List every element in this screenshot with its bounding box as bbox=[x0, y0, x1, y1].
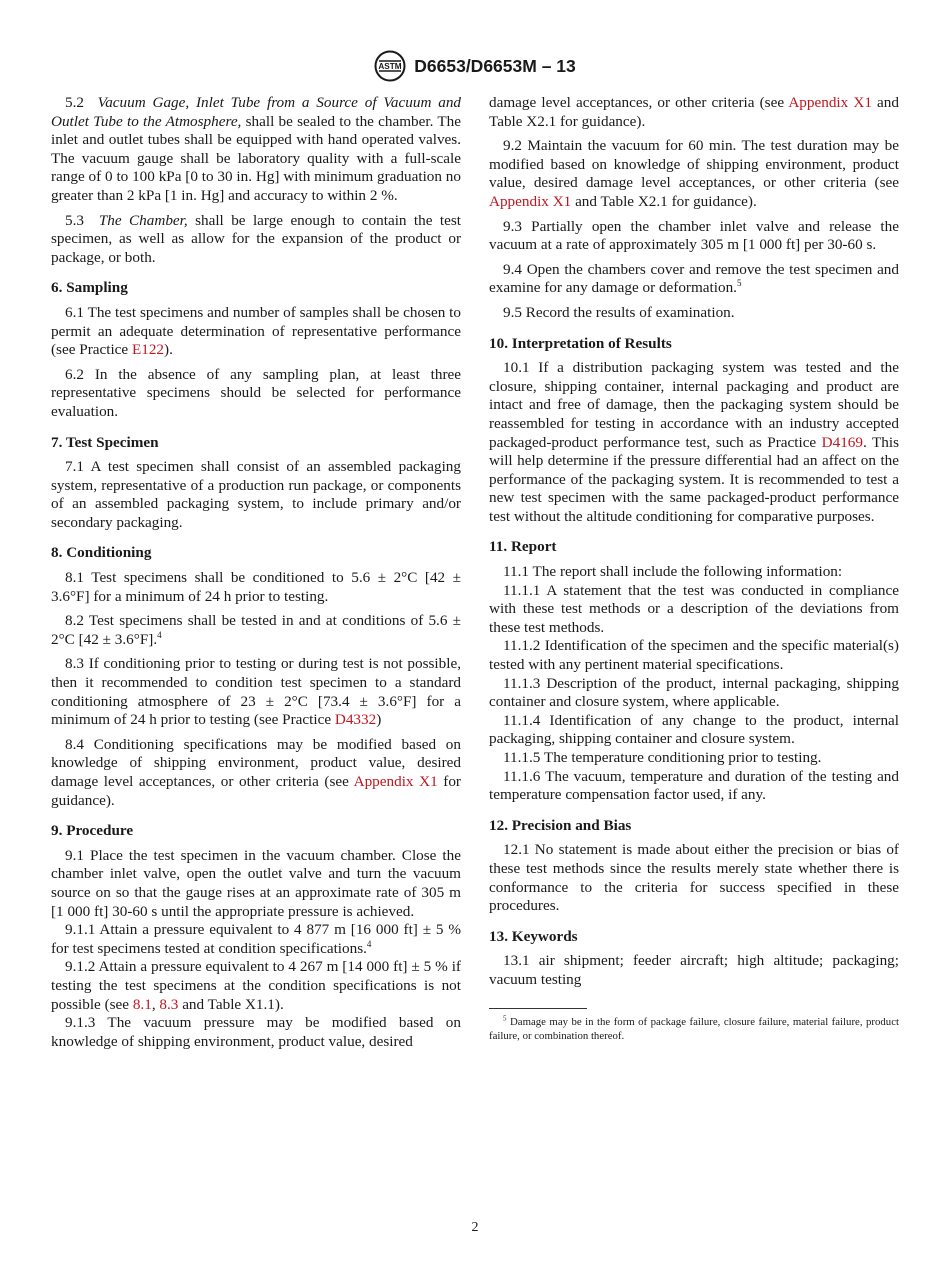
footnote-ref: 4 bbox=[157, 629, 162, 640]
right-column bbox=[489, 94, 899, 1043]
section-6-2: 6.2 In the absence of any sampling plan, at least three representative specimens should be selected for performance evaluation. bbox=[51, 365, 461, 420]
heading-precision-bias: 12. Precision and Bias bbox=[489, 816, 632, 834]
section-11-1-1: 11.1.1 A statement that the test was conducted in compliance with these test methods or a description of the deviations from these test methods. bbox=[489, 581, 899, 636]
section-8-4: 8.4 Conditioning specifications may be modified based on knowledge of shipping environment, product value, desired damage level acceptances, or other criteria (see Appendix X1 for guidance). bbox=[51, 735, 461, 809]
section-11-1-2: 11.1.2 Identification of the specimen and the specific material(s) tested with any pertinent material specifications. bbox=[489, 637, 899, 674]
section-7-1: 7.1 A test specimen shall consist of an assembled packaging system, representative of a production run package, or components of an assembled packaging system, to include primary and/or secondary packaging. bbox=[51, 458, 461, 531]
heading-conditioning: 8. Conditioning bbox=[51, 544, 152, 562]
section-9-4: 9.4 Open the chambers cover and remove the test specimen and examine for any damage or deformation.$^5$ bbox=[489, 260, 899, 297]
footnote-5: $^5$ Damage may be in the form of package failure, closure failure, material failure, product failure, or combination thereof. bbox=[489, 1013, 899, 1042]
astm-logo-icon bbox=[374, 50, 406, 82]
footnote-ref: 5 bbox=[736, 278, 742, 289]
heading-report: 11. Report bbox=[489, 538, 557, 556]
section-6-1: 6.1 The test specimens and number of samples shall be chosen to permit an adequate determination of representative performance (see Practice E122). bbox=[51, 303, 461, 359]
section-9-1-2: 9.1.2 Attain a pressure equivalent to 4 267 m [14 000 ft] ± 5 % if testing the test specimens at the condition specifications is not possible (see 8.1, 8.3 and Table X1.1). bbox=[51, 958, 461, 1013]
section-11-1-5: 11.1.5 The temperature conditioning prior to testing. bbox=[503, 749, 822, 766]
section-5-3: 5.3 The Chamber, shall be large enough to contain the test specimen, as well as allow for the expansion of the product or package, or both. bbox=[51, 211, 461, 266]
section-10-1: 10.1 If a distribution packaging system was tested and the closure, shipping container, internal packaging and product are intact and free of damage, then the packaging system should be reassembled for testing in accordance with an industry accepted packaged-product performance test, such as Practice D4169. This will help determine if the pressure differential had an affect on the performance of the packaging system. It is recommended to test a new test specimen with the same packaged-product performance test without the altitude conditioning for comparative purposes. bbox=[489, 359, 899, 525]
section-9-5: 9.5 Record the results of examination. bbox=[503, 303, 735, 321]
document-id: D6653/D6653M – 13 bbox=[414, 55, 576, 76]
section-12-1: 12.1 No statement is made about either the precision or bias of these test methods since the results merely state whether there is conformance to the criteria for success specified in these procedures. bbox=[489, 841, 899, 915]
ref-appendix-x1-link[interactable]: Appendix X1 bbox=[489, 192, 572, 210]
ref-8-3-link[interactable]: 8.3 bbox=[159, 995, 179, 1013]
section-8-1: 8.1 Test specimens shall be conditioned to 5.6 ± 2°C [42 ± 3.6°F] for a minimum of 24 h prior to testing. bbox=[51, 569, 461, 605]
ref-appendix-x1-link[interactable]: Appendix X1 bbox=[353, 773, 438, 790]
section-11-1-3: 11.1.3 Description of the product, internal packaging, shipping container and closure system, where applicable. bbox=[489, 674, 899, 711]
section-13-1: 13.1 air shipment; feeder aircraft; high altitude; packaging; vacuum testing bbox=[489, 952, 899, 988]
ref-appendix-x1-link[interactable]: Appendix X1 bbox=[788, 94, 872, 111]
page-header bbox=[0, 50, 950, 87]
section-9-1: 9.1 Place the test specimen in the vacuum chamber. Close the chamber inlet valve, open the outlet valve and turn the vacuum source on so that the gauge rises at an approximate rate of 305 m [1 000 ft] 30-60 s until the appropriate pressure is achieved. bbox=[51, 846, 461, 920]
logo-text: ASTM bbox=[378, 62, 402, 72]
ref-d4169-link[interactable]: D4169 bbox=[821, 433, 863, 451]
section-8-3: 8.3 If conditioning prior to testing or during test is not possible, then it recommended to condition test specimen to a standard conditioning atmosphere of 23 ± 2°C [73.4 ± 3.6°F] for a minimum of 24 h prior to testing (see Practice D4332) bbox=[51, 655, 461, 729]
ref-8-1-link[interactable]: 8.1 bbox=[132, 995, 152, 1013]
heading-test-specimen: 7. Test Specimen bbox=[51, 433, 159, 451]
heading-interpretation: 10. Interpretation of Results bbox=[489, 334, 672, 352]
section-11-1-6: 11.1.6 The vacuum, temperature and duration of the testing and temperature compensation factor used, if any. bbox=[489, 767, 899, 804]
section-9-3: 9.3 Partially open the chamber inlet valve and release the vacuum at a rate of approximately 305 m [1 000 ft] per 30-60 s. bbox=[489, 217, 899, 254]
section-8-2: 8.2 Test specimens shall be tested in and at conditions of 5.6 ± 2°C [42 ± 3.6°F].$^4$ bbox=[51, 612, 461, 648]
heading-procedure: 9. Procedure bbox=[51, 822, 134, 840]
ref-d4332-link[interactable]: D4332 bbox=[334, 711, 377, 729]
section-11-1: 11.1 The report shall include the following information: bbox=[503, 563, 843, 581]
heading-sampling: 6. Sampling bbox=[51, 279, 128, 297]
section-5-2: 5.2 Vacuum Gage, Inlet Tube from a Source of Vacuum and Outlet Tube to the Atmosphere, shall be sealed to the chamber. The inlet and outlet tubes shall be equipped with hand operated valves. The vacuum gauge shall be laboratory quality with a full-scale range of 0 to 100 kPa [0 to 30 in. Hg] with minimum graduation no greater than 2 kPa [1 in. Hg] and accuracy to within 2 %. bbox=[51, 94, 462, 204]
section-9-2: 9.2 Maintain the vacuum for 60 min. The test duration may be modified based on knowledge of shipping environment, product value, desired damage level acceptances, or other criteria (see Appendix X1 and Table X2.1 for guidance). bbox=[489, 137, 899, 210]
section-9-1-1: 9.1.1 Attain a pressure equivalent to 4 877 m [16 000 ft] ± 5 % for test specimens tested at condition specifications.$^4$ bbox=[51, 921, 461, 957]
footnote-divider bbox=[489, 1008, 587, 1009]
section-9-1-3: 9.1.3 The vacuum pressure may be modified based on knowledge of shipping environment, product value, desired bbox=[51, 1014, 461, 1050]
section-11-1-4: 11.1.4 Identification of any change to the product, internal packaging, shipping container and closure system. bbox=[489, 711, 899, 748]
page-number: 2 bbox=[471, 1220, 479, 1235]
ref-e122-link[interactable]: E122 bbox=[131, 341, 165, 359]
footnote-ref: 4 bbox=[366, 938, 372, 949]
section-9-1-3-continued: damage level acceptances, or other criteria (see Appendix X1 and Table X2.1 for guidance). bbox=[489, 94, 899, 130]
heading-keywords: 13. Keywords bbox=[489, 927, 578, 945]
left-column bbox=[51, 94, 461, 1051]
